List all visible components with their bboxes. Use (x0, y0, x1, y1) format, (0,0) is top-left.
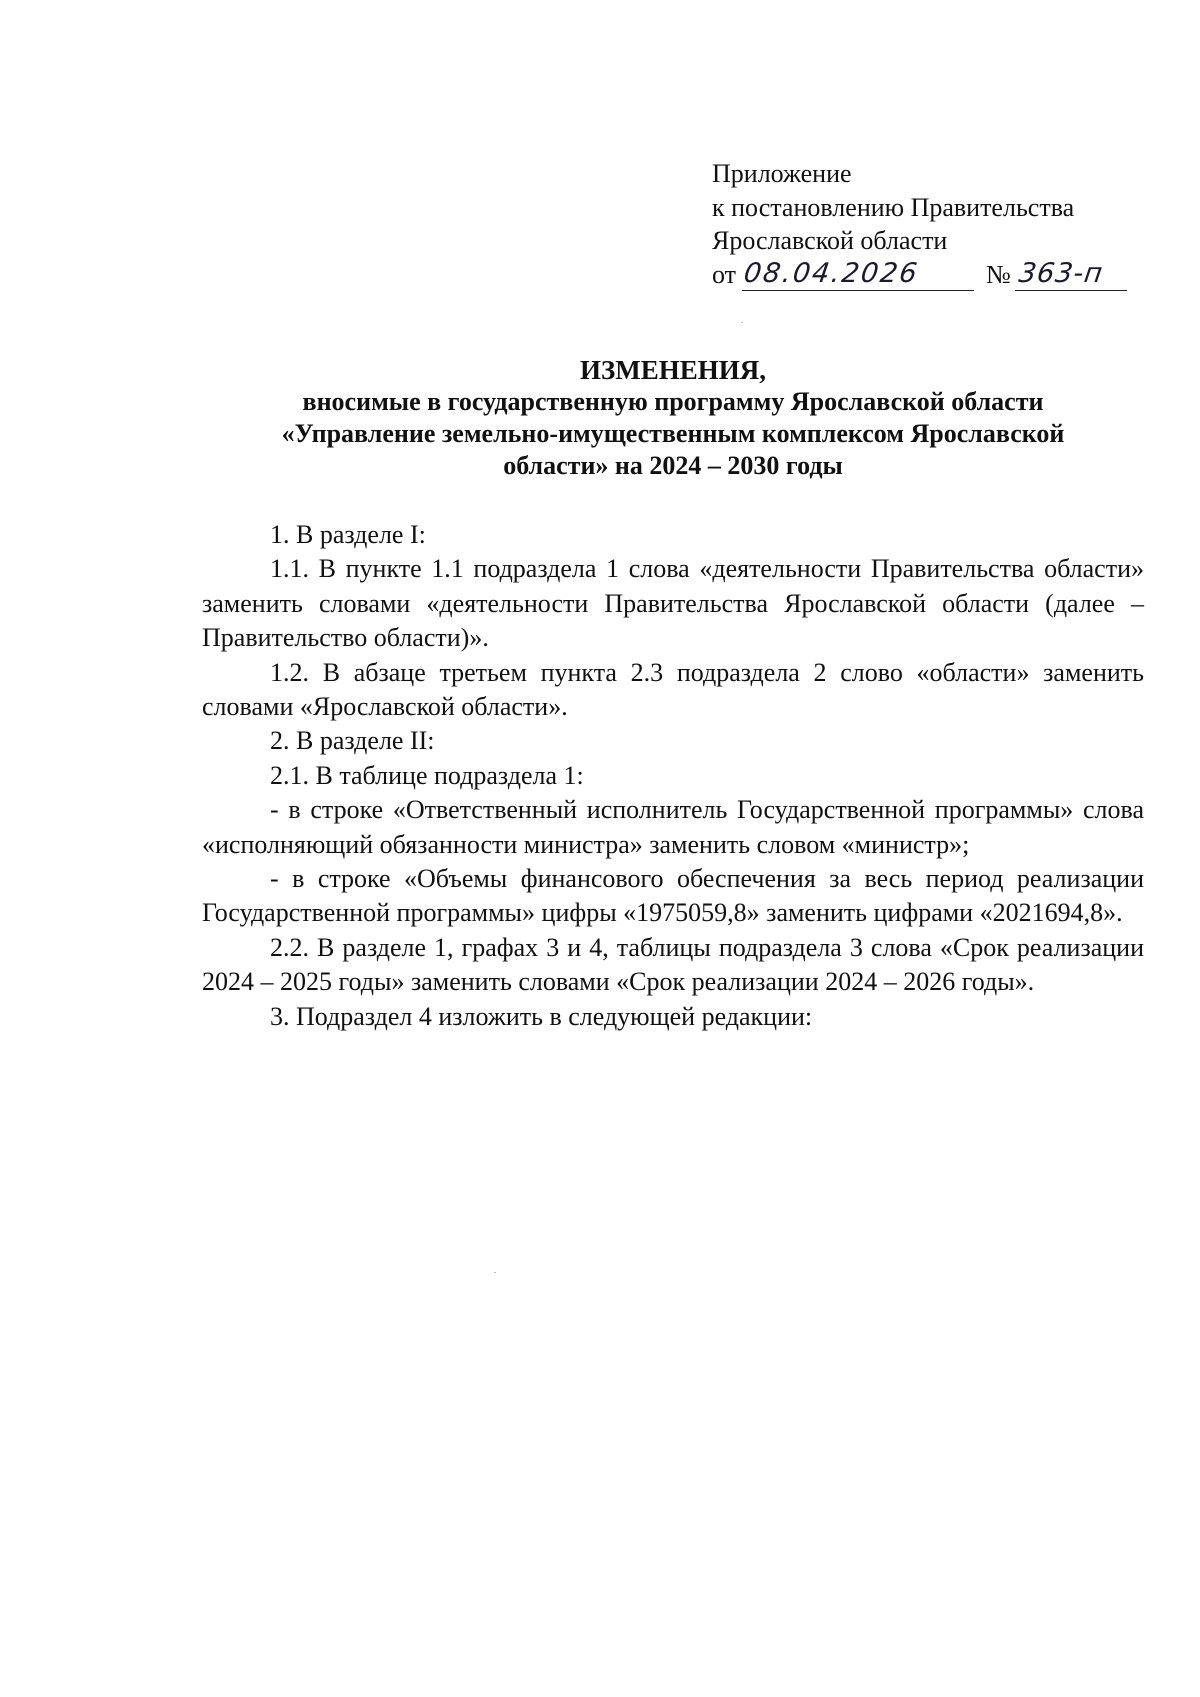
approval-appendix-label: Приложение (712, 159, 852, 188)
document-title (200, 354, 1146, 482)
paragraph-2-1: 2.1. В таблице подраздела 1: (270, 760, 584, 790)
number-field (1015, 260, 1127, 291)
paragraph-2-1-a: - в строке «Ответственный исполнитель Государственной программы» слова «исполняющий обязанности министра» заменить словом «министр»; (202, 795, 1144, 859)
scan-speck (494, 1272, 496, 1273)
date-field (742, 260, 974, 291)
handwritten-date: 08.04.2026 (741, 258, 921, 289)
handwritten-number: 363-п (1016, 258, 1106, 289)
title-line-4: области» на 2024 – 2030 годы (503, 451, 843, 480)
paragraph-1-1: 1.1. В пункте 1.1 подраздела 1 слова «деятельности Правительства области» заменить словами «деятельности Правительства Ярославской области (далее – Правительство области)». (202, 554, 1144, 653)
approval-resolution-label: к постановлению Правительства (712, 192, 1075, 222)
document-body (202, 518, 1144, 1034)
title-line-2: вносимые в государственную программу Ярославской области (302, 387, 1044, 416)
approval-block (712, 157, 1152, 291)
paragraph-1: 1. В разделе I: (270, 520, 426, 549)
title-heading: ИЗМЕНЕНИЯ, (579, 355, 766, 385)
number-prefix: № (986, 259, 1011, 289)
scan-speck (741, 322, 743, 323)
date-prefix: от (712, 259, 737, 289)
paragraph-2: 2. В разделе II: (270, 726, 435, 756)
paragraph-1-2: 1.2. В абзаце третьем пункта 2.3 подраздела 2 слово «области» заменить словами «Ярославской области». (202, 657, 1144, 722)
approval-region-label: Ярославской области (712, 226, 948, 255)
title-line-3: «Управление земельно-имущественным комплексом Ярославской (281, 419, 1065, 448)
paragraph-3: 3. Подраздел 4 изложить в следующей редакции: (270, 1001, 813, 1031)
paragraph-2-2: 2.2. В разделе 1, графах 3 и 4, таблицы подраздела 3 слова «Срок реализации 2024 – 2025 годы» заменить словами «Срок реализации 2024 – 2026 годы». (202, 932, 1144, 997)
paragraph-2-1-b: - в строке «Объемы финансового обеспечения за весь период реализации Государственной программы» цифры «1975059,8» заменить цифрами «2021694,8». (202, 864, 1144, 928)
approval-date-number-row (712, 258, 1152, 292)
